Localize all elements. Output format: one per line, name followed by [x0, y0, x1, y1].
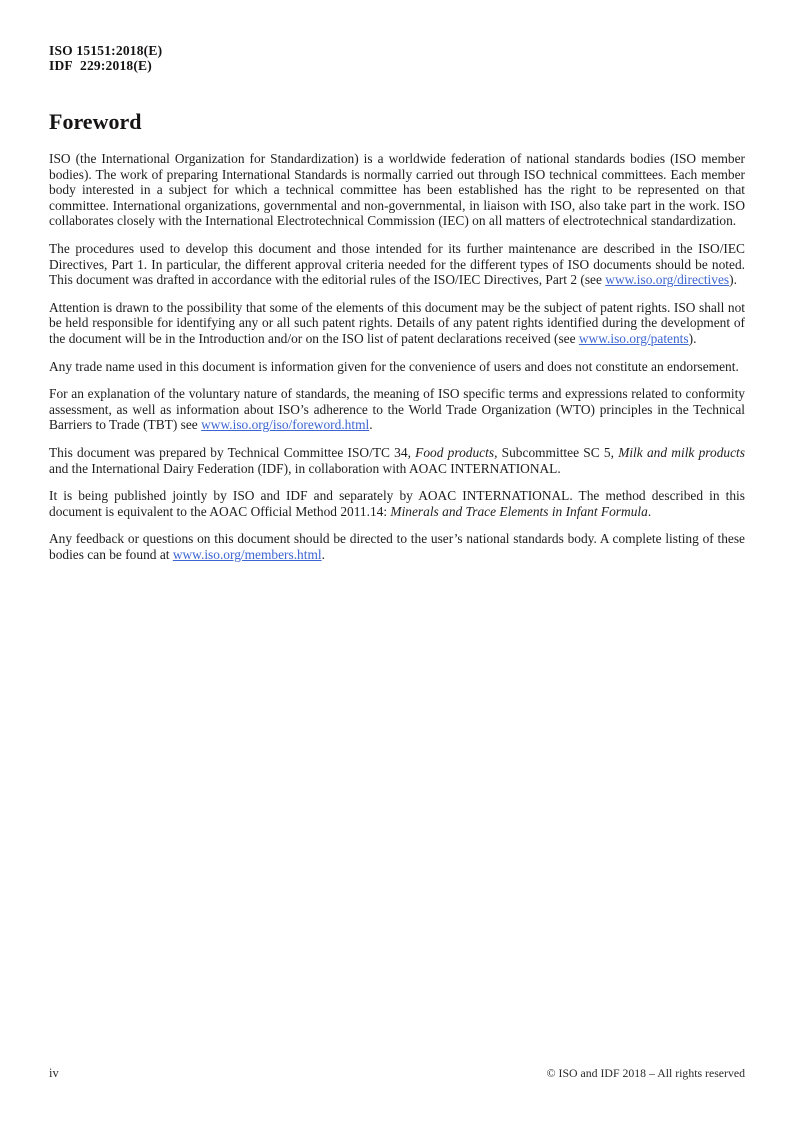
doc-ref-idf: IDF 229:2018(E): [49, 58, 152, 73]
page-title: Foreword: [49, 109, 142, 134]
paragraph: [49, 445, 745, 476]
page-content: [49, 43, 745, 574]
text-run: and the International Dairy Federation (IDF), in collaboration with AOAC INTERNATIONAL.: [49, 460, 561, 476]
text-run: ISO (the International Organization for Standardization) is a worldwide federation of national standards bodies (ISO member bodies). The work of preparing International Standards is normally carried out through ISO technical committees. Each member body interested in a subject for which a technical committee has been established has the right to be represented on that committee. International organizations, governmental and non-governmental, in liaison with ISO, also take part in the work. ISO collaborates closely with the International Electrotechnical Commission (IEC) on all matters of electrotechnical standardization.: [49, 151, 745, 229]
italic-text: Milk and milk products: [618, 444, 745, 460]
text-run: For an explanation of the voluntary nature of standards, the meaning of ISO specific terms and expressions related to conformity assessment, as well as information about ISO’s adherence to the World Trade Organization (WTO) principles in the Technical Barriers to Trade (TBT) see: [49, 386, 745, 433]
paragraph: [49, 300, 745, 347]
text-run: Attention is drawn to the possibility that some of the elements of this document may be the subject of patent rights. ISO shall not be held responsible for identifying any or all such patent rights. Details of any patent rights identified during the development of the document will be in the Introduction and/or on the ISO list of patent declarations received (see: [49, 299, 745, 346]
paragraph: [49, 241, 745, 288]
link-iso-members[interactable]: www.iso.org/members.html: [172, 546, 322, 562]
body-paragraphs: [49, 151, 745, 562]
page-number: iv: [49, 1066, 59, 1080]
text-run: .: [321, 546, 325, 562]
page-footer: [49, 1066, 745, 1081]
link-iso-patents[interactable]: www.iso.org/patents: [578, 330, 689, 346]
doc-ref-iso: ISO 15151:2018(E): [49, 43, 163, 58]
text-run: The procedures used to develop this document and those intended for its further maintenance are described in the ISO/IEC Directives, Part 1. In particular, the different approval criteria needed for the different types of ISO documents should be noted. This document was drafted in accordance with the editorial rules of the ISO/IEC Directives, Part 2 (see: [49, 240, 745, 288]
text-run: This document was prepared by Technical Committee ISO/TC 34,: [49, 444, 416, 460]
text-run: Any trade name used in this document is information given for the convenience of users and does not constitute an endorsement.: [49, 358, 739, 374]
paragraph: [49, 359, 745, 375]
italic-text: Minerals and Trace Elements in Infant Formula: [390, 503, 648, 519]
paragraph: [49, 531, 745, 562]
paragraph: [49, 151, 745, 229]
paragraph: [49, 488, 745, 519]
copyright-notice: © ISO and IDF 2018 – All rights reserved: [546, 1066, 745, 1080]
link-iso-foreword[interactable]: www.iso.org/iso/foreword.html: [201, 417, 370, 433]
text-run: ).: [688, 330, 697, 346]
text-run: .: [647, 503, 652, 519]
text-run: ).: [729, 272, 737, 288]
document-references: [49, 43, 745, 73]
italic-text: Food products: [415, 444, 495, 460]
text-run: , Subcommittee SC 5,: [494, 444, 619, 460]
link-iso-directives[interactable]: www.iso.org/directives: [605, 272, 730, 288]
text-run: It is being published jointly by ISO and IDF and separately by AOAC INTERNATIONAL. The method described in this document is equivalent to the AOAC Official Method 2011.14:: [49, 488, 745, 519]
paragraph: [49, 386, 745, 433]
text-run: Any feedback or questions on this document should be directed to the user’s national standards body. A complete listing of these bodies can be found at: [49, 531, 745, 562]
text-run: .: [369, 417, 373, 433]
